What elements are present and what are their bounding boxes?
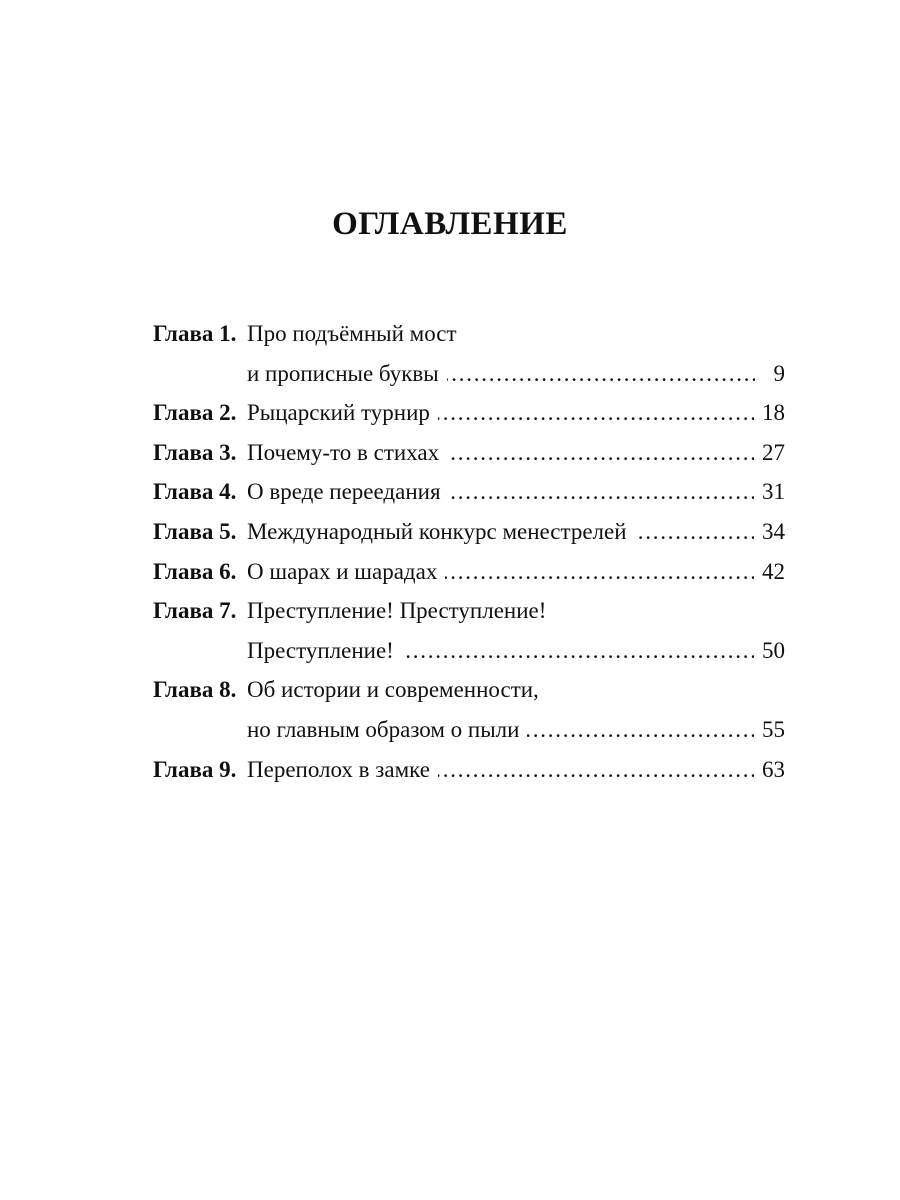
page-number: 63 [762, 756, 785, 782]
chapter-title-line [247, 512, 785, 552]
chapter-title-line [247, 670, 785, 710]
toc-entry [153, 433, 785, 473]
page-number: 50 [762, 637, 785, 663]
chapter-title-block [247, 472, 785, 512]
dot-leader [445, 552, 754, 592]
toc-entry [153, 512, 785, 552]
chapter-title: Рыцарский турнир [247, 400, 430, 426]
toc-entry [153, 591, 785, 670]
chapter-title-block [247, 433, 785, 473]
dot-leader [438, 393, 754, 433]
chapter-title-line [247, 591, 785, 631]
toc-entry [153, 314, 785, 393]
chapter-number: Глава 1. [153, 321, 237, 346]
toc-entry [153, 552, 785, 592]
chapter-title: Преступление! Преступление! [247, 598, 547, 624]
chapter-title: и прописные буквы [247, 360, 439, 386]
dot-leader [447, 354, 755, 394]
dot-leader [447, 433, 754, 473]
chapter-title-line [247, 393, 785, 433]
page-number: 31 [762, 479, 785, 505]
page-title: ОГЛАВЛЕНИЕ [332, 206, 568, 242]
page-number: 18 [762, 400, 785, 426]
chapter-title: Международный конкурс менестрелей [247, 518, 627, 544]
chapter-number: Глава 8. [153, 677, 237, 703]
chapter-number: Глава 2. [153, 400, 237, 426]
chapter-title: Про подъёмный мост [247, 321, 457, 346]
chapter-number: Глава 9. [153, 756, 237, 782]
table-of-contents [153, 314, 785, 789]
toc-entry [153, 393, 785, 433]
toc-entry [153, 750, 785, 790]
chapter-title: Об истории и современности, [247, 677, 539, 703]
chapter-title-block [247, 591, 785, 670]
page-number: 34 [762, 518, 785, 544]
chapter-title: Почему-то в стихах [247, 439, 440, 465]
chapter-title-block [247, 512, 785, 552]
chapter-title-line [247, 552, 785, 592]
chapter-number: Глава 5. [153, 518, 237, 544]
chapter-title: но главным образом о пыли [247, 716, 520, 742]
chapter-number: Глава 4. [153, 479, 237, 505]
dot-leader [449, 472, 754, 512]
chapter-title-block [247, 750, 785, 790]
dot-leader [402, 631, 754, 671]
toc-entry [153, 472, 785, 512]
chapter-number: Глава 7. [153, 598, 237, 624]
chapter-title-line [247, 710, 785, 750]
page-number: 9 [773, 360, 785, 386]
chapter-title-block [247, 552, 785, 592]
chapter-title-block [247, 314, 785, 393]
chapter-number: Глава 6. [153, 558, 237, 584]
dot-leader [438, 750, 754, 790]
chapter-title-line [247, 472, 785, 512]
chapter-title: Преступление! [247, 637, 394, 663]
chapter-title-block [247, 393, 785, 433]
chapter-title-line [247, 750, 785, 790]
toc-entry [153, 670, 785, 749]
chapter-title-line [247, 314, 785, 354]
chapter-title-block [247, 670, 785, 749]
page-number: 42 [762, 558, 785, 584]
chapter-title-line [247, 631, 785, 671]
dot-leader [635, 512, 754, 552]
page-number: 55 [762, 716, 785, 742]
chapter-title: О шарах и шарадах [247, 558, 438, 584]
chapter-title: Переполох в замке [247, 756, 430, 782]
chapter-title: О вреде переедания [247, 479, 441, 505]
chapter-title-line [247, 433, 785, 473]
page-number: 27 [762, 439, 785, 465]
dot-leader [527, 710, 754, 750]
chapter-title-line [247, 354, 785, 394]
chapter-number: Глава 3. [153, 439, 237, 465]
